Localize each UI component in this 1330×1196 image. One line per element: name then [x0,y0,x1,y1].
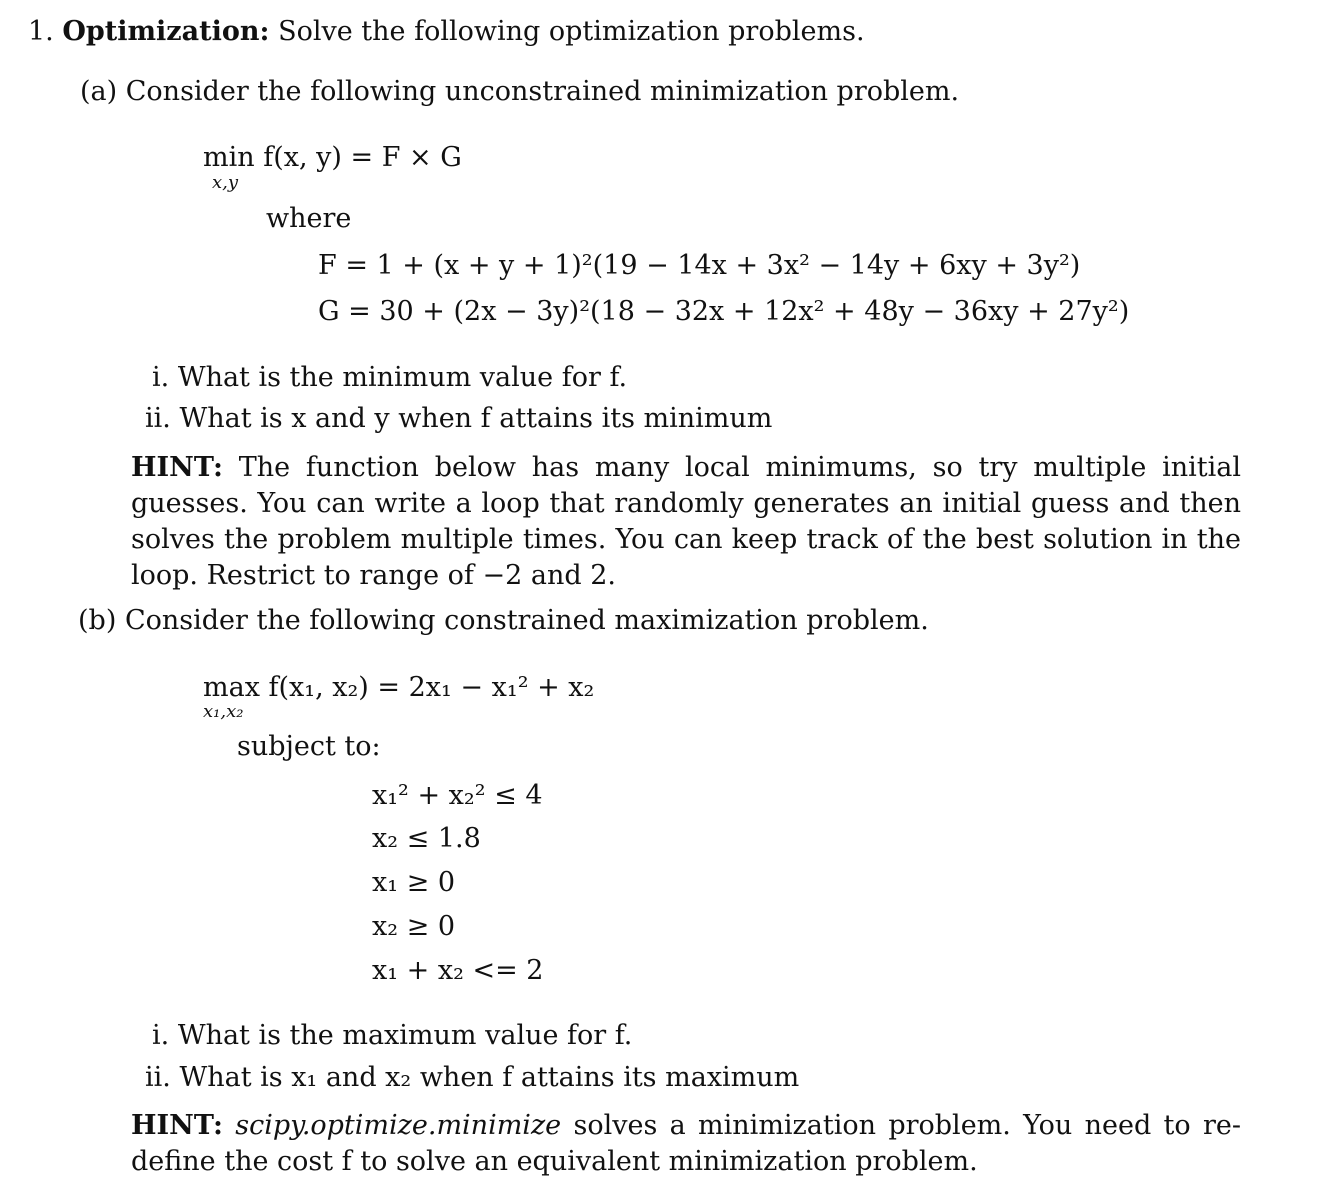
constraint: x₂ ≥ 0 [372,911,456,942]
part-a-where: where [266,203,352,234]
part-b-question-2 [145,1062,799,1093]
part-a-F-equation: F = 1 + (x + y + 1)²(19 − 14x + 3x² − 14y + 6xy + 3y²) [318,250,1081,281]
part-a-question-1 [152,362,627,393]
part-b-subject-to: subject to: [237,731,381,762]
constraint: x₁ + x₂ <= 2 [372,955,544,986]
part-b-intro: Consider the following constrained maximization problem. [124,605,929,636]
question-label: i. [152,1020,170,1051]
part-b-objective-subscript: x₁,x₂ [203,701,244,722]
part-b-objective: max f(x₁, x₂) = 2x₁ − x₁² + x₂ [203,672,595,703]
part-a-objective: min f(x, y) = F × G [203,142,462,173]
hint-code: scipy.optimize.minimize [235,1110,562,1141]
question-text: What is the maximum value for f. [177,1020,633,1051]
part-a-header [80,76,959,107]
question-label: ii. [145,1062,171,1093]
question-text: What is x and y when f attains its minimum [179,403,773,434]
constraint: x₁ ≥ 0 [372,867,456,898]
question-text: What is x₁ and x₂ when f attains its maximum [179,1062,800,1093]
part-a-question-2 [145,403,772,434]
part-a-intro: Consider the following unconstrained minimization problem. [125,76,960,107]
problem-header [28,16,865,47]
constraint: x₁² + x₂² ≤ 4 [372,780,543,811]
question-label: i. [152,362,170,393]
problem-number: 1. [28,16,54,47]
hint-text: The function below has many local minimums, so try multiple initial guesses. You can write a loop that randomly generates an initial guess and then solves the problem multiple times. You can keep track of the best solution in the loop. Restrict to range of −2 and 2. [131,452,1241,591]
part-b-header [78,605,929,636]
part-b-hint [131,1108,1241,1180]
part-b-label: (b) [78,605,117,636]
question-label: ii. [145,403,171,434]
part-a-G-equation: G = 30 + (2x − 3y)²(18 − 32x + 12x² + 48y − 36xy + 27y²) [318,296,1130,327]
hint-label: HINT: [131,1110,223,1141]
constraint: x₂ ≤ 1.8 [372,823,481,854]
problem-intro: Solve the following optimization problems. [278,16,865,47]
part-a-hint [131,450,1241,594]
part-a-objective-subscript: x,y [212,172,239,193]
question-text: What is the minimum value for f. [177,362,628,393]
hint-text: solves a minimization problem. You need to re-define the cost f to solve an equivalent minimization problem. [131,1110,1241,1177]
part-b-question-1 [152,1020,632,1051]
problem-title: Optimization: [62,16,270,47]
part-a-label: (a) [80,76,118,107]
hint-label: HINT: [131,452,223,483]
